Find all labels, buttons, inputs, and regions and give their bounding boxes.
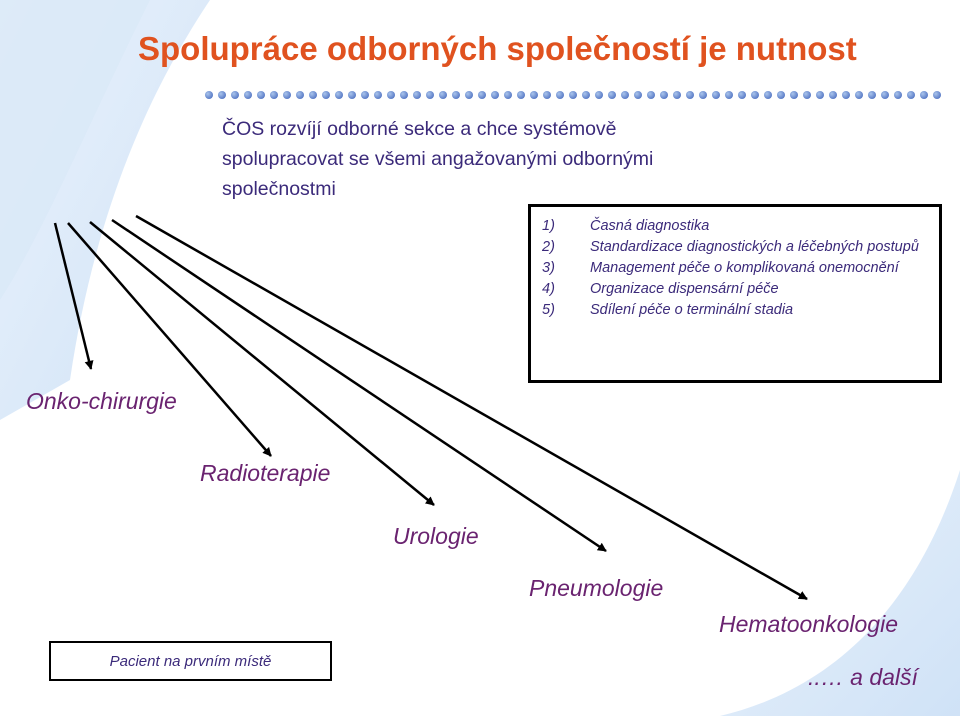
specialty-pneumologie: Pneumologie	[529, 575, 664, 601]
specialty-radioterapie: Radioterapie	[200, 460, 331, 486]
goal-text: Management péče o komplikovaná onemocnění	[590, 260, 899, 276]
specialty-urologie: Urologie	[393, 523, 479, 549]
goal-text: Standardizace diagnostických a léčebných postupů	[590, 239, 919, 255]
patient-first-box: Pacient na prvním místě	[49, 641, 332, 681]
intro-line: společnostmi	[222, 178, 336, 200]
goal-number: 5)	[542, 302, 555, 318]
goal-number: 3)	[542, 260, 555, 276]
specialty-more: ..… a další	[808, 664, 918, 690]
slide-title: Spolupráce odborných společností je nutnost	[138, 30, 857, 67]
intro-line: spolupracovat se všemi angažovanými odbornými	[222, 148, 654, 170]
specialty-hematoonkologie: Hematoonkologie	[719, 611, 899, 637]
intro-line: ČOS rozvíjí odborné sekce a chce systémově	[222, 118, 617, 140]
goal-text: Sdílení péče o terminální stadia	[590, 302, 794, 318]
arrow-pneumologie	[112, 220, 606, 551]
specialty-onko-chirurgie: Onko-chirurgie	[26, 388, 177, 414]
goal-text: Organizace dispensární péče	[590, 281, 779, 297]
goal-text: Časná diagnostika	[590, 218, 710, 234]
goal-number: 4)	[542, 281, 555, 297]
goal-number: 2)	[542, 239, 555, 255]
goal-number: 1)	[542, 218, 555, 234]
